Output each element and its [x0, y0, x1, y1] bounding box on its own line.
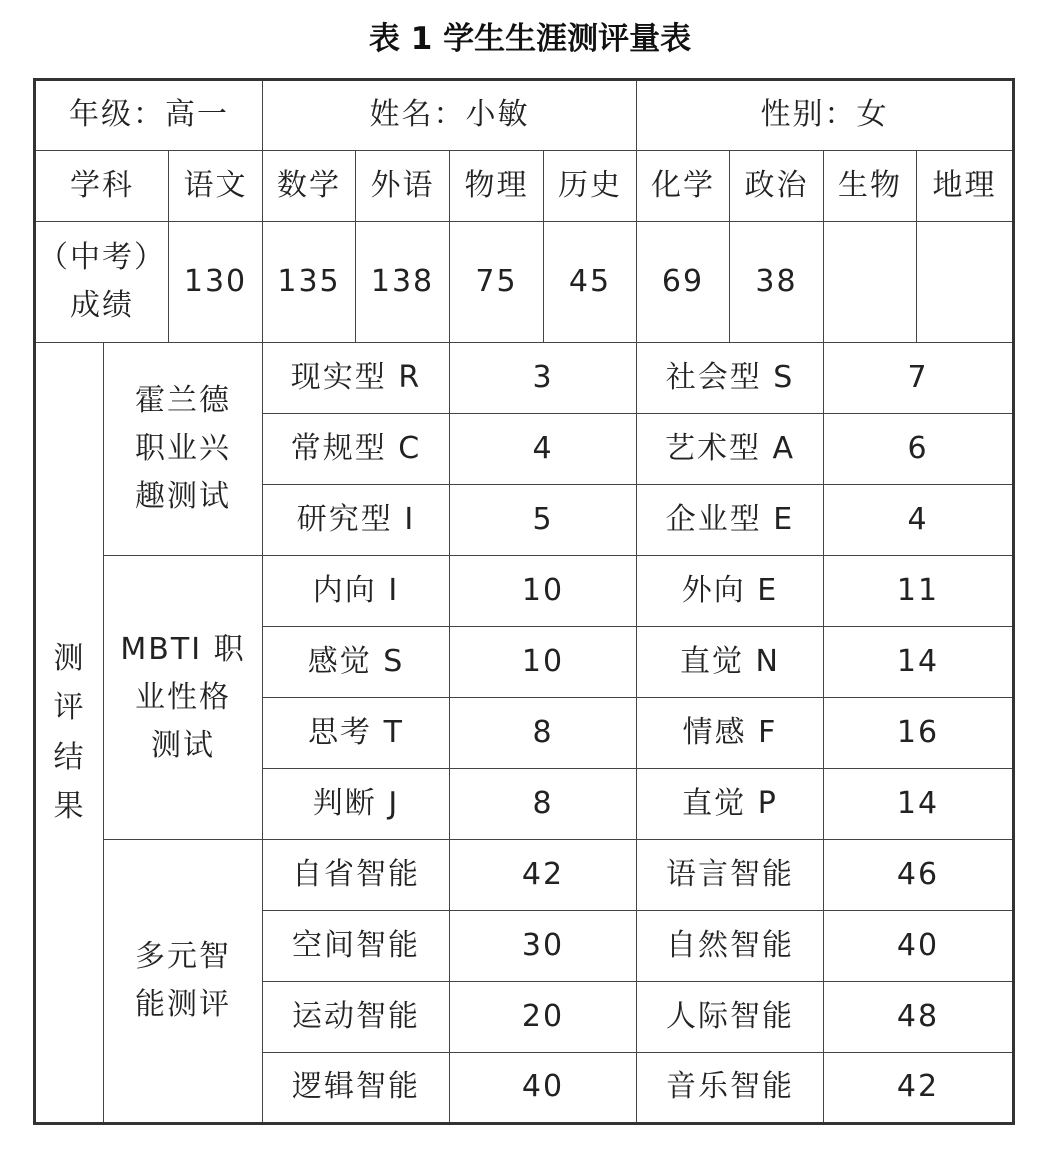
score-cell: [917, 222, 1014, 343]
subject-cell: 外语: [356, 151, 450, 222]
multi-left-label: 逻辑智能: [263, 1053, 450, 1124]
multi-left-label: 自省智能: [263, 840, 450, 911]
mbti-right-value: 14: [824, 627, 1014, 698]
holland-left-label: 研究型 I: [263, 485, 450, 556]
mbti-left-label: 思考 T: [263, 698, 450, 769]
subjects-row: [35, 151, 1014, 222]
holland-right-label: 艺术型 A: [637, 414, 824, 485]
multi-right-value: 48: [824, 982, 1014, 1053]
mbti-left-label: 内向 I: [263, 556, 450, 627]
subject-cell: 生物: [824, 151, 917, 222]
score-cell: 135: [263, 222, 356, 343]
gender-cell: 性别：女: [637, 80, 1014, 151]
subject-cell: 数学: [263, 151, 356, 222]
scores-row: [35, 222, 1014, 343]
mbti-right-label: 情感 F: [637, 698, 824, 769]
mbti-left-value: 10: [450, 556, 637, 627]
subject-cell: 历史: [544, 151, 637, 222]
scores-label: [35, 222, 169, 343]
results-label-char: 结: [53, 739, 86, 775]
mbti-right-label: 直觉 P: [637, 769, 824, 840]
multi-right-value: 40: [824, 911, 1014, 982]
subject-cell: 语文: [169, 151, 263, 222]
multi-right-label: 语言智能: [637, 840, 824, 911]
score-cell: [824, 222, 917, 343]
subject-cell: 物理: [450, 151, 544, 222]
results-label-char: 测: [53, 640, 86, 676]
result-row: [35, 343, 1014, 414]
career-assessment-table: [33, 78, 1015, 1125]
mbti-left-value: 10: [450, 627, 637, 698]
holland-right-value: 7: [824, 343, 1014, 414]
holland-left-value: 4: [450, 414, 637, 485]
subject-cell: 政治: [730, 151, 824, 222]
results-label-char: 评: [53, 690, 86, 725]
mbti-right-value: 16: [824, 698, 1014, 769]
multi-right-label: 自然智能: [637, 911, 824, 982]
holland-left-value: 3: [450, 343, 637, 414]
holland-test-label: [104, 343, 263, 556]
holland-left-label: 现实型 R: [263, 343, 450, 414]
multi-left-label: 空间智能: [263, 911, 450, 982]
results-section-label: [35, 343, 104, 1124]
holland-right-value: 4: [824, 485, 1014, 556]
score-cell: 138: [356, 222, 450, 343]
multi-right-value: 46: [824, 840, 1014, 911]
table-title: 表 1 学生生涯测评量表: [368, 21, 692, 57]
mbti-right-value: 14: [824, 769, 1014, 840]
mbti-test-label: [104, 556, 263, 840]
results-label-char: 果: [53, 789, 86, 824]
mbti-right-label: 直觉 N: [637, 627, 824, 698]
multi-left-value: 20: [450, 982, 637, 1053]
mbti-left-value: 8: [450, 769, 637, 840]
result-row: [35, 840, 1014, 911]
holland-left-value: 5: [450, 485, 637, 556]
score-cell: 38: [730, 222, 824, 343]
mbti-left-label: 感觉 S: [263, 627, 450, 698]
header-row: [35, 80, 1014, 151]
multi-left-value: 42: [450, 840, 637, 911]
score-cell: 75: [450, 222, 544, 343]
scores-label-line: （中考）: [38, 240, 166, 275]
multi-intelligence-label: [104, 840, 263, 1124]
holland-label-line: 趣测试: [135, 479, 231, 514]
holland-right-label: 企业型 E: [637, 485, 824, 556]
multi-right-label: 人际智能: [637, 982, 824, 1053]
holland-label-line: 霍兰德: [135, 383, 231, 418]
score-cell: 130: [169, 222, 263, 343]
holland-label-line: 职业兴: [135, 431, 231, 466]
multi-label-line: 能测评: [135, 987, 231, 1022]
grade-cell: 年级：高一: [35, 80, 263, 151]
holland-right-value: 6: [824, 414, 1014, 485]
name-cell: 姓名：小敏: [263, 80, 637, 151]
result-row: [35, 556, 1014, 627]
multi-left-value: 30: [450, 911, 637, 982]
subject-cell: 地理: [917, 151, 1014, 222]
mbti-right-value: 11: [824, 556, 1014, 627]
subjects-label: 学科: [35, 151, 169, 222]
mbti-label-line: 业性格: [135, 679, 231, 715]
mbti-left-label: 判断 J: [263, 769, 450, 840]
score-cell: 69: [637, 222, 730, 343]
multi-label-line: 多元智: [135, 939, 231, 974]
holland-right-label: 社会型 S: [637, 343, 824, 414]
mbti-right-label: 外向 E: [637, 556, 824, 627]
score-cell: 45: [544, 222, 637, 343]
multi-right-value: 42: [824, 1053, 1014, 1124]
mbti-left-value: 8: [450, 698, 637, 769]
mbti-label-line: MBTI 职: [120, 631, 246, 667]
holland-left-label: 常规型 C: [263, 414, 450, 485]
multi-left-label: 运动智能: [263, 982, 450, 1053]
mbti-label-line: 测试: [151, 727, 215, 763]
multi-right-label: 音乐智能: [637, 1053, 824, 1124]
multi-left-value: 40: [450, 1053, 637, 1124]
scores-label-line: 成绩: [70, 288, 134, 323]
subject-cell: 化学: [637, 151, 730, 222]
